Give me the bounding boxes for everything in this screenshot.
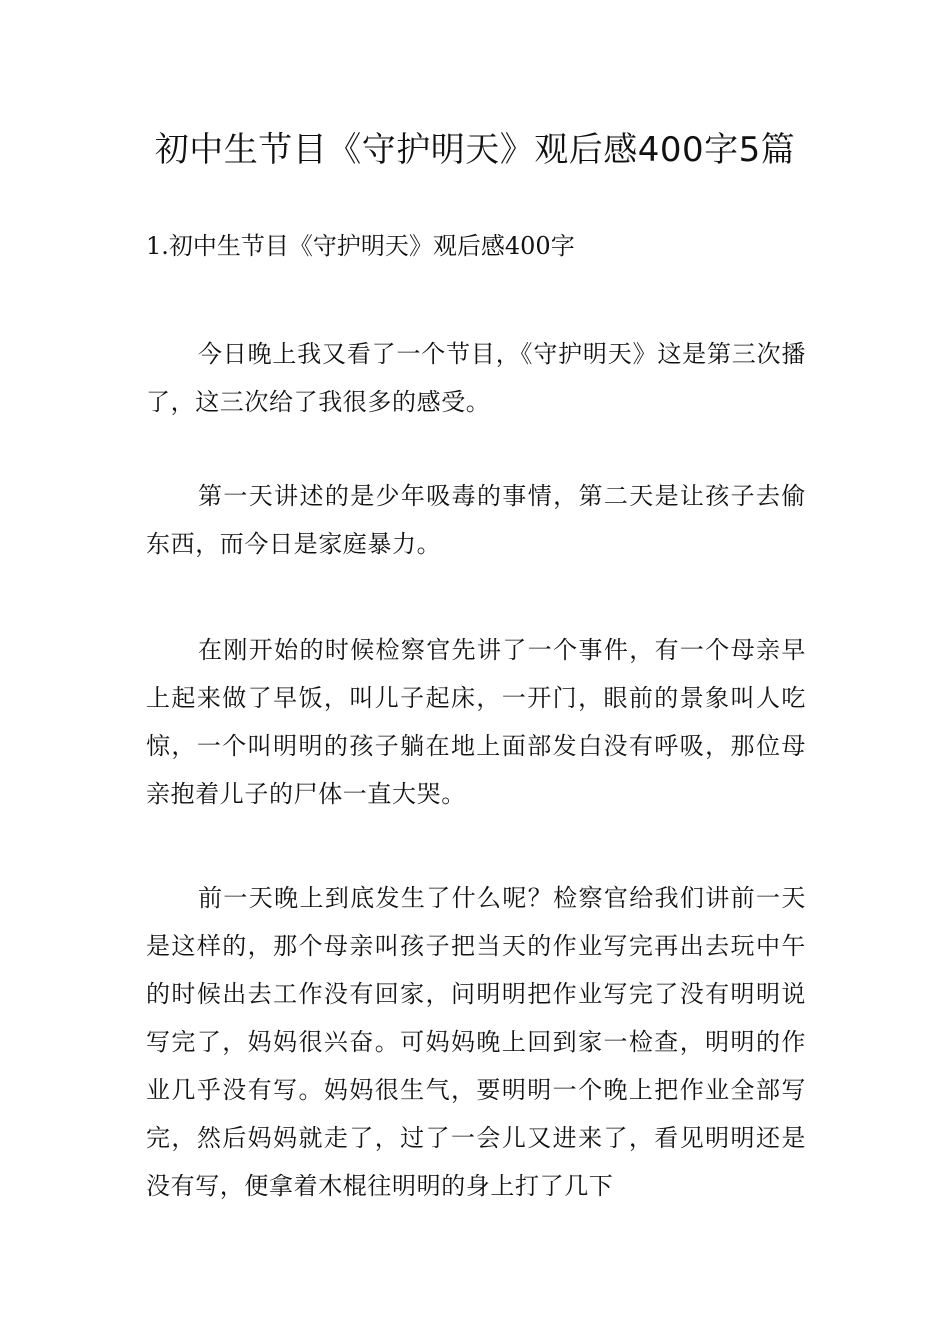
paragraph: 第一天讲述的是少年吸毒的事情，第二天是让孩子去偷东西，而今日是家庭暴力。 [146, 482, 806, 558]
document-title: 初中生节目《守护明天》观后感400字5篇 [154, 130, 796, 170]
paragraph: 前一天晚上到底发生了什么呢？检察官给我们讲前一天是这样的，那个母亲叫孩子把当天的作业写完再出去玩中午的时候出去工作没有回家，问明明把作业写完了没有明明说写完了，妈妈很兴奋。可妈妈晚上回到家一检查，明明的作业几乎没有写。妈妈很生气，要明明一个晚上把作业全部写完，然后妈妈就走了，过了一会儿又进来了，看见明明还是没有写，便拿着木棍往明明的身上打了几下 [146, 884, 806, 1200]
section-heading: 1.初中生节目《守护明天》观后感400字 [146, 232, 575, 260]
paragraph: 在刚开始的时候检察官先讲了一个事件，有一个母亲早上起来做了早饭，叫儿子起床，一开门，眼前的景象叫人吃惊，一个叫明明的孩子躺在地上面部发白没有呼吸，那位母亲抱着儿子的尸体一直大哭。 [146, 636, 806, 808]
paragraph: 今日晚上我又看了一个节目，《守护明天》这是第三次播了，这三次给了我很多的感受。 [146, 340, 806, 416]
